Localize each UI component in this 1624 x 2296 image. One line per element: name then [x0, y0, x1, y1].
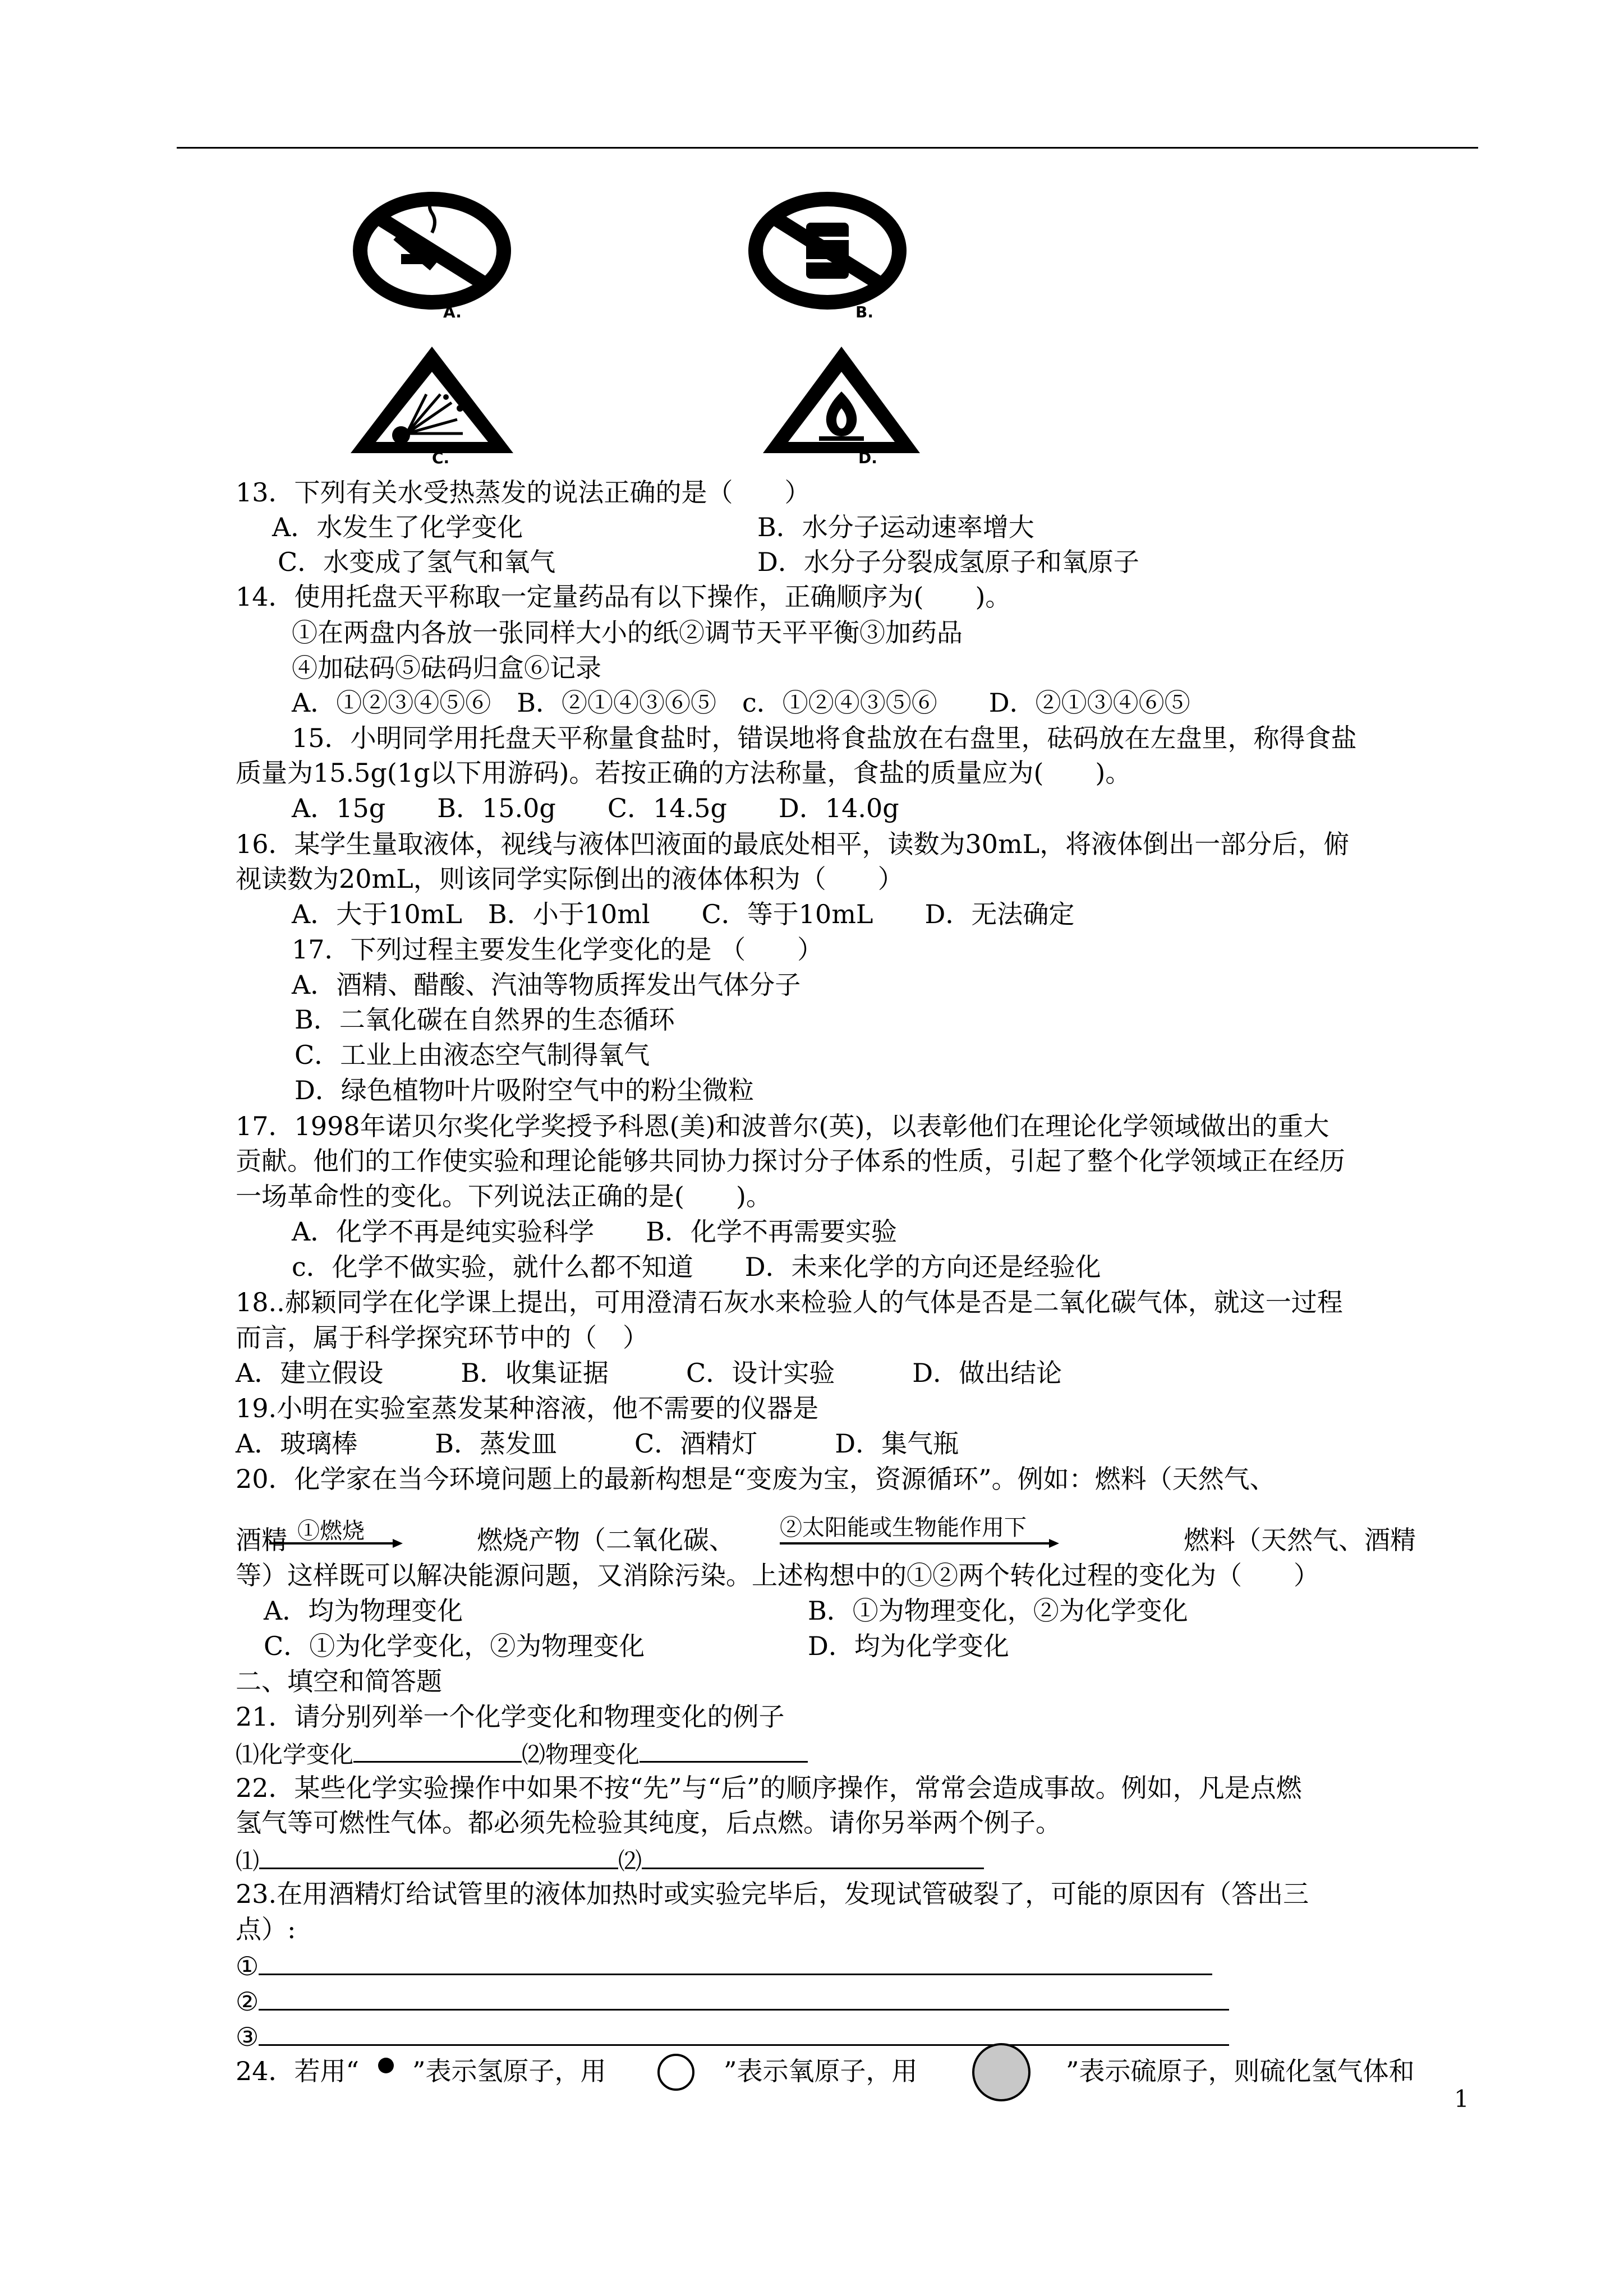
q17b-options-cd: c．化学不做实验，就什么都不知道 D．未来化学的方向还是经验化: [292, 1252, 1101, 1282]
q17b-line2: 贡献。他们的工作使实验和理论能够共同协力探讨分子体系的性质，引起了整个化学领域正在经历: [236, 1146, 1345, 1176]
q24-text-4: ”表示硫原子，则硫化氢气体和: [1066, 2056, 1415, 2086]
q13-option-d: D．水分子分裂成氢原子和氧原子: [757, 547, 1139, 577]
q23-num-2: ②: [236, 1986, 259, 2017]
q17a-option-c: C．工业上由液态空气制得氧气: [295, 1040, 650, 1070]
q19-options: A．玻璃棒 B．蒸发皿 C．酒精灯 D．集气瓶: [236, 1428, 959, 1459]
q22-line2: 氢气等可燃性气体。都必须先检验其纯度，后点燃。请你另举两个例子。: [236, 1808, 1061, 1838]
q15-line1: 15．小明同学用托盘天平称量食盐时，错误地将食盐放在右盘里，砝码放在左盘里，称得食盐: [292, 723, 1357, 753]
reaction-arrow-2: [780, 1537, 1060, 1550]
q21-chem-label: ⑴化学变化: [236, 1741, 354, 1768]
q13-option-a: A．水发生了化学变化: [272, 512, 523, 542]
q23-answer-3: [236, 2020, 1229, 2053]
q20-line1: 20．化学家在当今环境问题上的最新构想是“变废为宝，资源循环”。例如：燃料（天然气、: [236, 1464, 1276, 1494]
sulfur-atom-icon: [970, 2041, 1032, 2103]
q17b-line1: 17．1998年诺贝尔奖化学奖授予科恩(美)和波普尔(英)，以表彰他们在理论化学领域做出的重大: [236, 1111, 1329, 1141]
q21-answers: [236, 1736, 808, 1771]
q15-line2: 质量为15.5g(1g以下用游码)。若按正确的方法称量，食盐的质量应为( )。: [236, 758, 1131, 788]
q20-middle: 燃烧产物（二氧化碳、: [477, 1525, 735, 1555]
q14-stem: 14．使用托盘天平称取一定量药品有以下操作，正确顺序为( )。: [236, 582, 1011, 612]
q20-option-b: B．①为物理变化，②为化学变化: [808, 1596, 1188, 1626]
q23-answer-1: [236, 1949, 1212, 1982]
q20-option-a: A．均为物理变化: [264, 1596, 463, 1626]
flammable-sign: [757, 341, 926, 464]
q22-answers: [236, 1843, 984, 1877]
q23-num-1: ①: [236, 1951, 259, 1981]
q21-stem: 21．请分别列举一个化学变化和物理变化的例子: [236, 1702, 785, 1732]
section-2-heading: 二、填空和简答题: [236, 1666, 442, 1696]
q20-left: 酒精: [236, 1525, 287, 1555]
sign-d-label: D.: [858, 449, 877, 467]
page-number: 1: [1454, 2085, 1469, 2113]
q22-blank-1[interactable]: [259, 1843, 618, 1869]
q16-line1: 16．某学生量取液体，视线与液体凹液面的最底处相平，读数为30mL，将液体倒出一部分后，俯: [236, 829, 1350, 859]
q23-line1: 23.在用酒精灯给试管里的液体加热时或实验完毕后，发现试管破裂了，可能的原因有（答出三: [236, 1879, 1309, 1909]
q24-text-3: ”表示氧原子，用: [724, 2056, 918, 2086]
q20-arrow2-label: ②太阳能或生物能作用下: [780, 1515, 1027, 1541]
q20-arrow1-label: ①燃烧: [297, 1518, 365, 1544]
q14-line2: ④加砝码⑤砝码归盒⑥记录: [292, 653, 601, 683]
q20-right: 燃料（天然气、酒精: [1184, 1525, 1416, 1555]
explosive-sign: [345, 341, 519, 464]
q22-label-1: ⑴: [236, 1847, 260, 1875]
q23-blank-3[interactable]: [259, 2020, 1229, 2046]
q20-option-c: C．①为化学变化，②为物理变化: [264, 1631, 645, 1661]
q13-stem: 13．下列有关水受热蒸发的说法正确的是（ ）: [236, 477, 811, 508]
q17a-stem: 17．下列过程主要发生化学变化的是 （ ）: [292, 934, 823, 965]
header-rule: [177, 147, 1478, 149]
q23-answer-2: [236, 1984, 1229, 2017]
q18-options: A．建立假设 B．收集证据 C．设计实验 D．做出结论: [236, 1358, 1062, 1388]
q16-options: A．大于10mL B．小于10ml C．等于10mL D．无法确定: [292, 899, 1075, 929]
oxygen-atom-icon: [656, 2053, 696, 2092]
q21-phys-label: ⑵物理变化: [522, 1741, 640, 1768]
sign-c-label: C.: [432, 449, 450, 467]
q23-blank-2[interactable]: [259, 1984, 1229, 2011]
sign-b-label: B.: [855, 303, 873, 321]
q22-label-2: ⑵: [618, 1847, 642, 1875]
q22-blank-2[interactable]: [642, 1843, 984, 1869]
q17b-options-ab: A．化学不再是纯实验科学 B．化学不再需要实验: [292, 1216, 898, 1247]
hydrogen-atom-icon: [375, 2054, 397, 2077]
q18-line1: 18..郝颖同学在化学课上提出，可用澄清石灰水来检验人的气体是否是二氧化碳气体，就这一过程: [236, 1287, 1343, 1317]
q21-chem-blank[interactable]: [353, 1736, 522, 1763]
q22-line1: 22．某些化学实验操作中如果不按“先”与“后”的顺序操作，常常会造成事故。例如，凡是点燃: [236, 1773, 1302, 1803]
reaction-arrow-1: [269, 1537, 404, 1550]
q18-line2: 而言，属于科学探究环节中的（ ）: [236, 1322, 648, 1353]
q24-text-1: 24．若用“: [236, 2056, 360, 2086]
q17a-option-a: A．酒精、醋酸、汽油等物质挥发出气体分子: [292, 970, 801, 1000]
no-barrel-sign: [743, 188, 912, 317]
q23-blank-1[interactable]: [259, 1949, 1212, 1975]
q14-line1: ①在两盘内各放一张同样大小的纸②调节天平平衡③加药品: [292, 617, 963, 648]
sign-a-label: A.: [443, 303, 462, 321]
q17a-option-b: B．二氧化碳在自然界的生态循环: [295, 1004, 675, 1035]
q24-text-2: ”表示氢原子，用: [412, 2056, 606, 2086]
q16-line2: 视读数为20mL，则该同学实际倒出的液体体积为（ ）: [236, 864, 904, 894]
q13-option-c: C．水变成了氢气和氧气: [278, 547, 556, 577]
q17a-option-d: D．绿色植物叶片吸附空气中的粉尘微粒: [295, 1075, 754, 1105]
q23-num-3: ③: [236, 2022, 259, 2052]
no-smoking-sign: [348, 188, 516, 317]
q13-option-b: B．水分子运动速率增大: [757, 512, 1034, 542]
q20-option-d: D．均为化学变化: [808, 1631, 1009, 1661]
q14-options: A．①②③④⑤⑥ B．②①④③⑥⑤ c．①②④③⑤⑥ D．②①③④⑥⑤: [292, 688, 1190, 718]
q23-line2: 点）:: [236, 1914, 296, 1944]
q21-phys-blank[interactable]: [640, 1736, 808, 1763]
q15-options: A．15g B．15.0g C．14.5g D．14.0g: [292, 793, 899, 823]
q19-stem: 19.小明在实验室蒸发某种溶液，他不需要的仪器是: [236, 1393, 819, 1423]
q17b-line3: 一场革命性的变化。下列说法正确的是( )。: [236, 1181, 772, 1211]
q20-line3: 等）这样既可以解决能源问题，又消除污染。上述构想中的①②两个转化过程的变化为（ ）: [236, 1560, 1319, 1590]
